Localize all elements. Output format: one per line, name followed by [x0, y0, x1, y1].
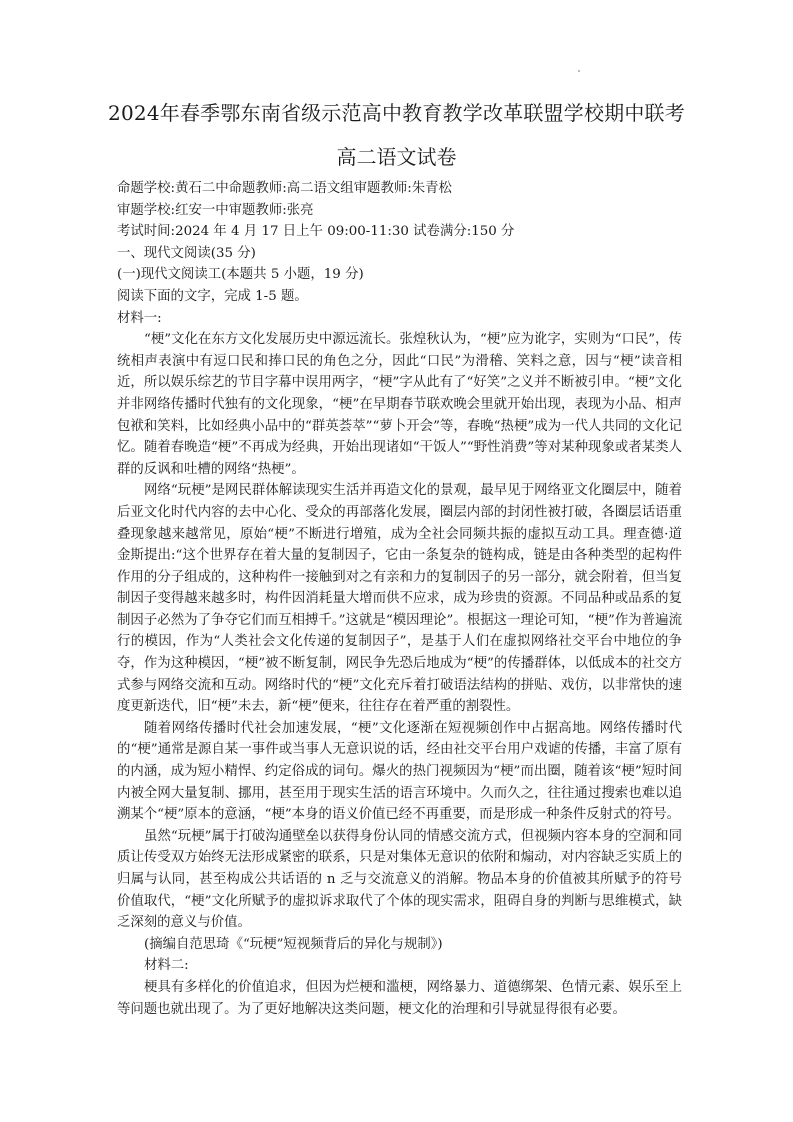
meta-reviewers: 审题学校:红安一中审题教师:张亮	[117, 202, 314, 218]
paragraph-3: 随着网络传播时代社会加速发展，“梗”文化逐渐在短视频创作中占据高地。网络传播时代的“梗”通常是源自某一事件或当事人无意识说的话，经由社交平台用户戏谑的传播，丰富了原有的内涵，成为短小精悍、约定俗成的词句。爆火的热门视频因为“梗”而出圈，随着该“梗”短时间内被全网大量复制、挪用，甚至用于现实生活的语言环境中。久而久之，往往通过搜索也难以追溯某个“梗”原本的意涵，“梗”本身的语义价值已经不再重要，而是形成一种条件反射式的符号。	[117, 720, 682, 823]
section-heading: 一、现代文阅读(35 分)	[117, 245, 256, 261]
reading-instruction: 阅读下面的文字，完成 1-5 题。	[117, 288, 308, 304]
exam-subtitle: 高二语文试卷	[336, 145, 457, 169]
meta-time: 考试时间:2024 年 4 月 17 日上午 09:00-11:30 试卷满分:150 分	[117, 224, 515, 240]
subsection-heading: (一)现代文阅读工(本题共 5 小题，19 分)	[117, 267, 364, 283]
paragraph-1: “梗”文化在东方文化发展历史中源远流长。张煌秋认为，“梗”应为讹字，实则为“口民”，传统相声表演中有逗口民和捧口民的角色之分，因此“口民”为滑稽、笑料之意，因与“梗”读音相近，所以娱乐综艺的节目字幕中误用两字，“梗”字从此有了“好笑”之义并不断被引申。“梗”文化并非网络传播时代独有的文化现象，“梗”在早期春节联欢晚会里就开始出现，表现为小品、相声包袱和笑料，比如经典小品中的“群英荟萃”“萝卜开会”等，春晚“热梗”成为一代人共同的文化记忆。随着春晚造“梗”不再成为经典，开始出现诸如“干饭人”“野性消费”等对某种现象或者某类人群的反讽和吐槽的网络“热梗”。	[117, 332, 682, 477]
source-citation: (摘编自范思琦《“玩梗”短视频背后的异化与规制》)	[144, 936, 443, 952]
meta-setters: 命题学校:黄石二中命题教师:高二语文组审题教师:朱青松	[117, 181, 452, 196]
material-two-label: 材料二:	[144, 958, 189, 974]
paragraph-5: 梗具有多样化的价值追求，但因为烂梗和滥梗，网络暴力、道德绑架、色情元素、娱乐至上等问题也就出现了。为了更好地解决这类问题，梗文化的治理和引导就显得很有必要。	[117, 979, 682, 1017]
paragraph-2: 网络“玩梗”是网民群体解读现实生活并再造文化的景观，最早见于网络亚文化圈层中，随着后亚文化时代内容的去中心化、受众的再部落化发展，圈层内部的封闭性被打破，各圈层话语重叠现象越来越常见，原始“梗”不断进行增殖，成为全社会同频共振的虚拟互动工具。理查德·道金斯提出:“这个世界存在着大量的复制因子，它由一条复杂的链构成，链是由各种类型的起构件作用的分子组成的，这种构件一接触到对之有亲和力的复制因子的另一部分，就会附着，但当复制因子变得越来越多时，构件因消耗量大增而供不应求，成为珍贵的资源。不同品种或品系的复制因子必然为了争夺它们而互相搏千。”这就是“模因理论”。根据这一理论可知，“梗”作为普遍流行的模因，作为“人类社会文化传递的复制因子”，是基于人们在虚拟网络社交平台中地位的争夺，作为这种模因，“梗”被不断复制，网民争先恐后地成为“梗”的传播群体，以低成本的社交方式参与网络交流和互动。网络时代的“梗”文化充斥着打破语法结构的拼贴、戏仿，以非常快的速度更新迭代，旧“梗”未去，新“梗”便来，往往存在着严重的割裂性。	[117, 483, 682, 715]
material-one-label: 材料一:	[117, 310, 162, 326]
exam-body	[117, 178, 682, 1020]
paragraph-4: 虽然“玩梗”属于打破沟通壁垒以获得身份认同的情感交流方式，但视频内容本身的空洞和同质让传受双方始终无法形成紧密的联系，只是对集体无意识的依附和煽动，对内容缺乏实质上的归属与认同，甚至构成公共话语的 n 乏与交流意义的消解。物品本身的价值被其所赋予的符号价值取代，“梗”文化所赋予的虚拟诉求取代了个体的现实需求，阻碍自身的判断与思维模式，缺乏深刻的意义与价值。	[117, 828, 682, 931]
scan-speck	[578, 70, 580, 72]
exam-title: 2024年春季鄂东南省级示范高中教育教学改革联盟学校期中联考	[108, 101, 685, 125]
